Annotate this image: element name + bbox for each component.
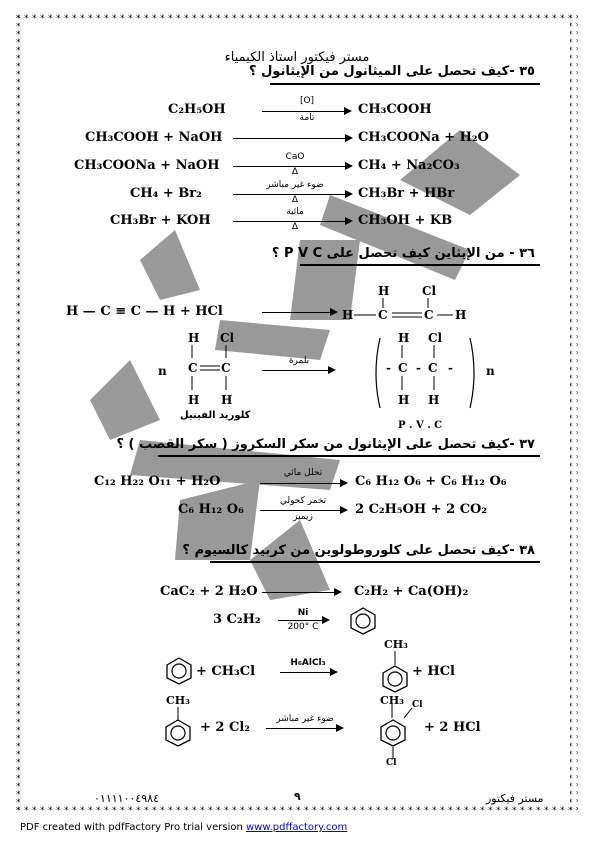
pdf-footer-link[interactable]: www.pdffactory.com <box>246 822 348 833</box>
q38-eq4-ch3-right: CH₃ <box>380 694 404 707</box>
benzene-ring-3 <box>380 664 410 694</box>
q38-eq4-cl-ortho: Cl <box>412 700 423 710</box>
q38-eq1-left: CaC₂ + 2 H₂O <box>160 584 258 599</box>
svg-text:-: - <box>416 361 421 375</box>
pvc-label: P . V . C <box>398 420 443 431</box>
q38-eq2-arrow <box>278 620 328 621</box>
q37-eq2-bottom: زيميز <box>293 512 313 522</box>
q38-eq2-left: 3 C₂H₂ <box>213 612 261 627</box>
vinyl-chloride-monomer <box>178 330 248 410</box>
q35-eq3-left: CH₃COONa + NaOH <box>74 158 220 173</box>
footer-page-number: ٩ <box>294 790 301 803</box>
svg-text:Cl: Cl <box>428 331 443 345</box>
question-35-underline <box>270 83 540 85</box>
question-36-title: ٣٦ - من الإيثاين كيف تحصل على P V C ؟ <box>271 246 535 261</box>
q35-eq3-right: CH₄ + Na₂CO₃ <box>358 158 460 173</box>
q37-eq1-right: C₆ H₁₂ O₆ + C₆ H₁₂ O₆ <box>355 474 507 489</box>
svg-text:C: C <box>424 308 434 322</box>
q35-eq1-left: C₂H₅OH <box>168 102 226 117</box>
q35-eq1-bottom: تامة <box>299 113 315 123</box>
q35-eq2-arrow <box>233 138 351 139</box>
q35-eq1-arrow <box>262 111 350 112</box>
q36-n-right: n <box>486 364 495 378</box>
q37-eq1-arrow <box>260 483 346 484</box>
svg-text:H: H <box>188 393 200 407</box>
svg-text:H: H <box>398 393 410 407</box>
footer-author: مستر فيكتور <box>486 792 544 805</box>
svg-text:C: C <box>398 361 408 375</box>
benzene-ring-1 <box>348 606 378 636</box>
q35-eq3-bottom: Δ <box>291 167 299 177</box>
svg-text:C: C <box>378 308 388 322</box>
q38-eq3-top: H₆AlCl₃ <box>290 658 326 668</box>
q35-eq4-top: ضوء غير مباشر <box>266 180 324 190</box>
q38-eq4-arrow <box>266 728 342 729</box>
benzene-ring-5 <box>378 718 408 748</box>
q35-eq1-right: CH₃COOH <box>358 102 432 117</box>
svg-text:H: H <box>221 393 233 407</box>
q36-arrow <box>262 312 336 313</box>
svg-text:-: - <box>386 361 391 375</box>
q38-eq3-right: + HCl <box>412 664 455 679</box>
q38-eq4-ch3-left: CH₃ <box>166 694 190 707</box>
q35-eq5-bottom: Δ <box>291 222 299 232</box>
q36-acetylene: H — C ≡ C — H + HCl <box>66 304 223 319</box>
q35-eq5-top: مائية <box>286 207 304 217</box>
question-38-underline <box>210 561 540 563</box>
question-35-title: ٣٥ -كيف تحصل على الميثانول من الإيثانول ؟ <box>249 64 535 79</box>
q35-eq2-right: CH₃COONa + H₂O <box>358 130 489 145</box>
q37-eq1-top: تحلل مائي <box>283 468 323 478</box>
vinyl-chloride-name: كلوريد الفينيل <box>180 410 251 421</box>
svg-text:Cl: Cl <box>220 331 235 345</box>
svg-text:-: - <box>448 361 453 375</box>
svg-text:H: H <box>342 308 354 322</box>
q37-eq2-left: C₆ H₁₂ O₆ <box>178 502 244 517</box>
q35-eq1-top: [O] <box>299 96 315 106</box>
q36-n-left: n <box>158 364 167 378</box>
q36-poly-cond: بلمرة <box>288 356 310 366</box>
q36-poly-arrow <box>262 370 334 371</box>
svg-text:H: H <box>188 331 200 345</box>
q35-eq4-left: CH₄ + Br₂ <box>130 186 202 201</box>
toluene-ch3: CH₃ <box>384 638 408 651</box>
q35-eq2-left: CH₃COOH + NaOH <box>85 130 223 145</box>
q38-eq4-right: + 2 HCl <box>424 720 481 735</box>
question-37-underline <box>158 455 540 457</box>
svg-text:H: H <box>398 331 410 345</box>
q35-eq5-left: CH₃Br + KOH <box>110 213 211 228</box>
q37-eq1-left: C₁₂ H₂₂ O₁₁ + H₂O <box>94 474 221 489</box>
q38-eq3-left: + CH₃Cl <box>196 664 256 679</box>
q35-eq4-bottom: Δ <box>291 195 299 205</box>
benzene-ring-2 <box>164 656 194 686</box>
page-header: مستر فيكتور استاذ الكيمياء <box>224 50 370 65</box>
svg-text:C: C <box>221 361 231 375</box>
q37-eq2-top: تخمر كحولي <box>279 496 327 506</box>
svg-text:C: C <box>428 361 438 375</box>
benzene-ring-4 <box>163 718 193 748</box>
q35-eq5-right: CH₃OH + KB <box>358 213 453 228</box>
svg-text:C: C <box>188 361 198 375</box>
q38-eq3-arrow <box>280 672 336 673</box>
q38-eq4-left: + 2 Cl₂ <box>200 720 250 735</box>
svg-text:Cl: Cl <box>422 284 437 298</box>
q35-eq3-top: CaO <box>285 152 305 162</box>
pdf-footer-text: PDF created with pdfFactory Pro trial version <box>20 822 246 833</box>
question-38-title: ٣٨ -كيف تحصل على كلوروطولوين من كربيد كالسيوم ؟ <box>182 543 535 558</box>
pvc-structure <box>372 328 482 418</box>
q38-eq4-top: ضوء غير مباشر <box>276 714 334 724</box>
svg-text:H: H <box>378 284 390 298</box>
q38-eq4-cl-para: Cl <box>386 758 397 768</box>
footer-phone: ٠١١١١٠٠٤٩٨٤ <box>94 792 159 805</box>
question-37-title: ٣٧ -كيف تحصل على الإيثانول من سكر السكروز ( سكر القصب ) ؟ <box>116 437 535 452</box>
svg-text:H: H <box>455 308 467 322</box>
q37-eq2-right: 2 C₂H₅OH + 2 CO₂ <box>355 502 488 517</box>
q38-eq1-arrow <box>262 592 340 593</box>
toluene-bond <box>393 651 397 665</box>
svg-text:H: H <box>428 393 440 407</box>
q37-eq2-arrow <box>260 510 346 511</box>
pdf-footer <box>20 822 347 833</box>
q38-eq1-right: C₂H₂ + Ca(OH)₂ <box>354 584 469 599</box>
q35-eq4-right: CH₃Br + HBr <box>358 186 455 201</box>
q38-eq2-top: Ni <box>297 608 309 618</box>
question-36-underline <box>300 264 540 266</box>
q38-eq2-bottom: 200° C <box>287 622 319 632</box>
